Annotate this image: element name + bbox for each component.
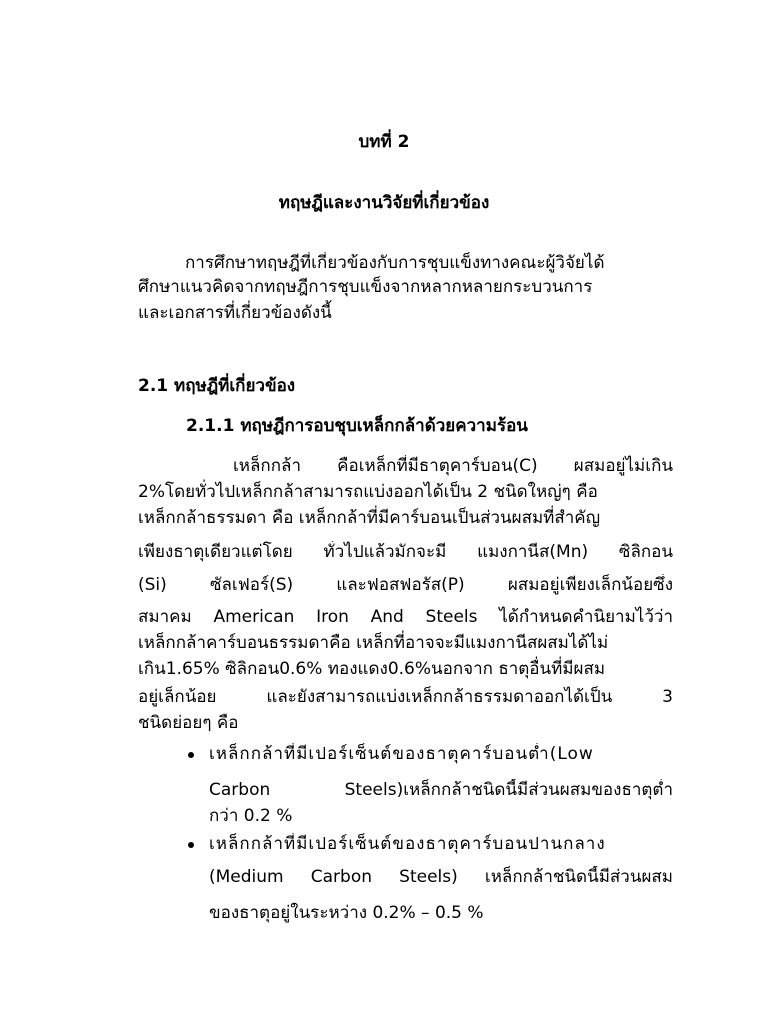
body-line-8: เกิน1.65% ซิลิกอน0.6% ทองแดง0.6%นอกจาก ธาตุอื่นที่มีผสม — [138, 659, 606, 679]
body-line-7: เหล็กกล้าคาร์บอนธรรมดาคือ เหล็กที่อาจจะมีแมงกานีสผสมได้ไม่ — [138, 633, 609, 653]
chapter-number: บทที่ 2 — [358, 132, 410, 152]
subsection-heading: 2.1.1 ทฤษฎีการอบชุบเหล็กกล้าด้วยความร้อน — [186, 416, 528, 436]
body-line-5: (Si) ซัลเฟอร์(S) และฟอสฟอรัส(P) ผสมอยู่เพียงเล็กน้อยซึ่ง — [138, 575, 673, 595]
body-line-2: 2%โดยทั่วไปเหล็กกล้าสามารถแบ่งออกได้เป็น 2 ชนิดใหญ่ๆ คือ — [138, 482, 598, 502]
intro-line-3: และเอกสารที่เกี่ยวข้องดังนี้ — [138, 303, 332, 323]
body-line-6: สมาคม American Iron And Steels ได้กำหนดคำนิยามไว้ว่า — [138, 607, 673, 627]
bullet-1-line-3: กว่า 0.2 % — [209, 806, 293, 826]
body-line-3: เหล็กกล้าธรรมดา คือ เหล็กกล้าที่มีคาร์บอนเป็นส่วนผสมที่สำคัญ — [138, 508, 601, 528]
bullet-1-line-1: เหล็กกล้าที่มีเปอร์เซ็นต์ของธาตุคาร์บอนต่ำ(Low — [209, 744, 594, 764]
bullet-2-line-1: เหล็กกล้าที่มีเปอร์เซ็นต์ของธาตุคาร์บอนปานกลาง — [209, 834, 606, 854]
bullet-2-line-3: ของธาตุอยู่ในระหว่าง 0.2% – 0.5 % — [209, 903, 484, 923]
section-heading: 2.1 ทฤษฎีที่เกี่ยวข้อง — [138, 376, 296, 396]
body-line-10: ชนิดย่อยๆ คือ — [138, 713, 239, 733]
bullet-1-line-2: Carbon Steels)เหล็กกล้าชนิดนี้มีส่วนผสมของธาตุต่ำ — [209, 780, 673, 800]
body-line-1: เหล็กกล้า คือเหล็กที่มีธาตุคาร์บอน(C) ผสมอยู่ไม่เกิน — [233, 456, 673, 476]
body-line-9: อยู่เล็กน้อย และยังสามารถแบ่งเหล็กกล้าธรรมดาออกได้เป็น 3 — [138, 687, 673, 707]
bullet-2-line-2: (Medium Carbon Steels) เหล็กกล้าชนิดนี้มีส่วนผสม — [209, 867, 673, 887]
bullet-2-marker — [188, 842, 194, 848]
intro-line-1: การศึกษาทฤษฎีที่เกี่ยวข้องกับการชุบแข็งทางคณะผู้วิจัยได้ — [185, 253, 605, 273]
intro-line-2: ศึกษาแนวคิดจากทฤษฎีการชุบแข็งจากหลากหลายกระบวนการ — [138, 277, 593, 297]
chapter-title: ทฤษฎีและงานวิจัยที่เกี่ยวข้อง — [278, 193, 490, 213]
body-line-4: เพียงธาตุเดียวแต่โดย ทั่วไปแล้วมักจะมี แมงกานีส(Mn) ซิลิกอน — [138, 542, 673, 562]
bullet-1-marker — [188, 752, 194, 758]
